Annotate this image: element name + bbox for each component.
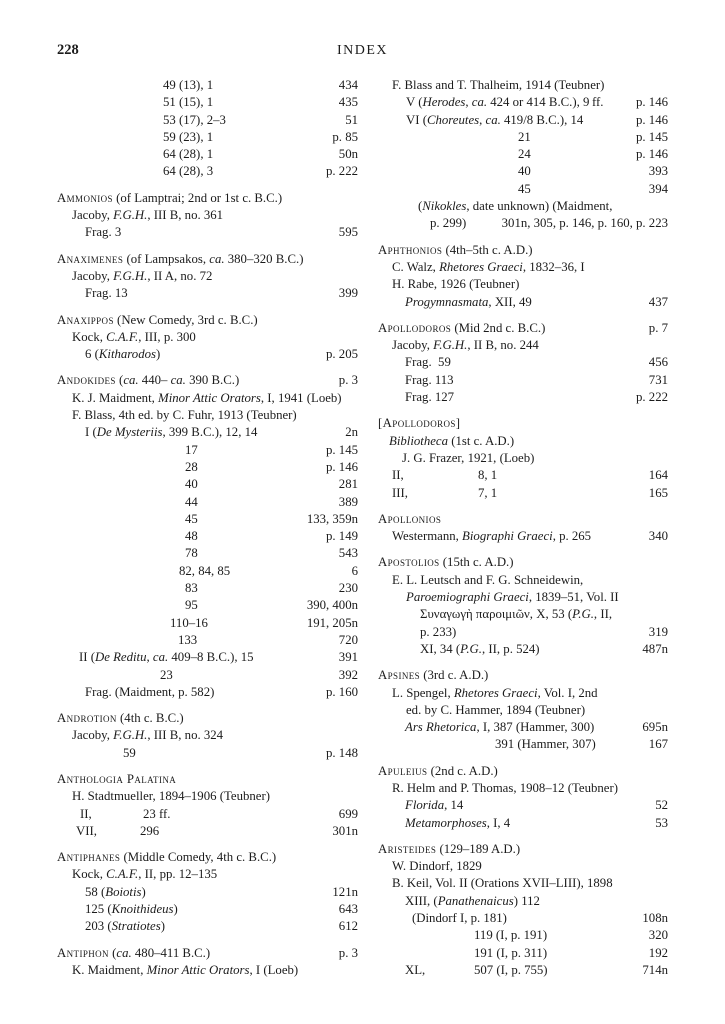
page-ref: 399: [338, 286, 358, 301]
index-line: [57, 112, 358, 129]
index-line: [57, 329, 358, 346]
index-line: [378, 962, 668, 979]
page-ref: p. 222: [636, 390, 668, 405]
entry-text: Kock, C.A.F., III, p. 300: [72, 329, 196, 344]
entry-text: Anaxippos (New Comedy, 3rd c. B.C.): [57, 312, 258, 327]
page-ref: 391: [338, 650, 358, 665]
index-column-right: [378, 77, 668, 988]
entry-text: Frag. 3: [85, 225, 122, 240]
page-ref: 50n: [338, 147, 358, 162]
index-line: [378, 215, 668, 232]
entry-text: H. Rabe, 1926 (Teubner): [392, 277, 520, 292]
page-ref: 108n: [642, 911, 668, 926]
entry-text: Bibliotheca (1st c. A.D.): [389, 433, 515, 448]
entry-text: 95: [185, 598, 198, 613]
index-line: [57, 476, 358, 493]
page-ref: 595: [338, 225, 358, 240]
index-line: [57, 346, 358, 363]
index-line: [378, 163, 668, 180]
index-section: [378, 511, 668, 546]
entry-text: ed. by C. Hammer, 1894 (Teubner): [406, 702, 586, 717]
page-ref: 230: [338, 581, 358, 596]
page-ref: 121n: [332, 884, 358, 899]
page-ref: 435: [338, 95, 358, 110]
entry-text: 48: [185, 529, 198, 544]
index-line: [378, 858, 668, 875]
index-line: [57, 667, 358, 684]
index-section: [57, 710, 358, 762]
entry-text: Apollodoros (Mid 2nd c. B.C.): [378, 320, 546, 335]
page-ref: p. 85: [332, 129, 358, 144]
page-ref: 2n: [345, 425, 358, 440]
page-ref: 165: [648, 485, 668, 500]
entry-text: 6 (Kitharodos): [85, 347, 161, 362]
index-section: [57, 849, 358, 935]
page-ref: 543: [338, 546, 358, 561]
running-header: INDEX: [336, 43, 389, 58]
entry-text: 44: [185, 494, 198, 509]
index-line: [378, 719, 668, 736]
index-line: [57, 866, 358, 883]
index-line: [378, 259, 668, 276]
page-ref: 340: [648, 529, 668, 544]
index-line: [57, 563, 358, 580]
entry-text: Paroemiographi Graeci, 1839–51, Vol. II: [406, 590, 619, 605]
index-line: [57, 727, 358, 744]
index-line: [378, 354, 668, 371]
index-line: [378, 572, 668, 589]
entry-text: VI (Choreutes, ca. 419/8 B.C.), 14: [406, 112, 584, 127]
index-section: [57, 945, 358, 980]
entry-text: K. J. Maidment, Minor Attic Orators, I, 1941 (Loeb): [72, 390, 342, 405]
page-ref: 301n, 305, p. 146, p. 160, p. 223: [501, 216, 668, 231]
page-ref: 643: [338, 902, 358, 917]
entry-text: H. Stadtmueller, 1894–1906 (Teubner): [72, 789, 270, 804]
page-ref: 320: [648, 928, 668, 943]
page-ref: p. 7: [648, 320, 668, 335]
page-ref: p. 145: [636, 129, 668, 144]
entry-text: W. Dindorf, 1829: [392, 859, 482, 874]
entry-text: (Dindorf I, p. 181): [412, 911, 507, 926]
index-line: [57, 962, 358, 979]
index-column-left: [57, 77, 358, 988]
entry-text: Jacoby, F.G.H., III B, no. 361: [72, 208, 224, 223]
entry-text: II (De Reditu, ca. 409–8 B.C.), 15: [79, 650, 254, 665]
entry-text: 64 (28), 1: [163, 147, 214, 162]
page-ref: 699: [338, 806, 358, 821]
page-ref: 695n: [642, 720, 668, 735]
entry-text: 133: [178, 632, 198, 647]
entry-text: Androtion (4th c. B.C.): [57, 711, 184, 726]
page-ref: p. 3: [338, 373, 358, 388]
page-ref: p. 205: [326, 347, 358, 362]
entry-text: C. Walz, Rhetores Graeci, 1832–36, I: [392, 259, 585, 274]
entry-text: Frag. (Maidment, p. 582): [85, 684, 215, 699]
index-line: [57, 511, 358, 528]
page-ref: 191, 205n: [306, 615, 358, 630]
page-ref: p. 146: [636, 112, 668, 127]
entry-text: K. Maidment, Minor Attic Orators, I (Loeb): [72, 962, 299, 977]
page-ref: 51: [345, 112, 358, 127]
entry-text: Antiphon (ca. 480–411 B.C.): [57, 945, 211, 960]
index-line: [378, 624, 668, 641]
entry-text: Ars Rhetorica, I, 387 (Hammer, 300): [405, 720, 595, 735]
entry-text: Frag. 59: [405, 355, 451, 370]
index-line: [57, 545, 358, 562]
entry-text: 64 (28), 3: [163, 164, 214, 179]
entry-text: I (De Mysteriis, 399 B.C.), 12, 14: [85, 425, 258, 440]
page-ref: p. 222: [326, 164, 358, 179]
index-line: [378, 945, 668, 962]
entry-text: XIII, (Panathenaicus) 112: [405, 893, 540, 908]
page-ref: 731: [648, 372, 668, 387]
entry-text: 59 (23), 1: [163, 129, 214, 144]
page-ref: 456: [648, 355, 668, 370]
page-ref: p. 146: [636, 147, 668, 162]
index-line: [378, 763, 668, 780]
page-ref: 389: [338, 494, 358, 509]
index-line: [57, 407, 358, 424]
entry-text: 17: [185, 442, 198, 457]
index-line: [57, 632, 358, 649]
entry-subref: 8, 1: [478, 468, 498, 483]
entry-text: V (Herodes, ca. 424 or 414 B.C.), 9 ff.: [406, 95, 604, 110]
index-line: [57, 745, 358, 762]
index-line: [57, 77, 358, 94]
index-line: [378, 242, 668, 259]
index-line: [57, 146, 358, 163]
index-line: [57, 806, 358, 823]
entry-text: III,: [392, 485, 408, 500]
entry-text: 53 (17), 2–3: [163, 112, 226, 127]
page-ref: 390, 400n: [306, 598, 358, 613]
index-line: [378, 511, 668, 528]
page-number: 228: [57, 42, 79, 58]
page-ref: p. 148: [326, 745, 358, 760]
index-line: [57, 442, 358, 459]
entry-text: Apsines (3rd c. A.D.): [378, 668, 489, 683]
entry-text: [Apollodoros]: [378, 416, 461, 431]
index-line: [57, 129, 358, 146]
index-line: [57, 597, 358, 614]
index-line: [378, 485, 668, 502]
entry-text: 110–16: [170, 615, 208, 630]
entry-text: Westermann, Biographi Graeci, p. 265: [392, 529, 592, 544]
index-line: [378, 589, 668, 606]
index-line: [57, 190, 358, 207]
entry-subref: 296: [140, 823, 160, 838]
entry-text: J. G. Frazer, 1921, (Loeb): [402, 450, 535, 465]
entry-text: Apostolios (15th c. A.D.): [378, 555, 514, 570]
entry-text: B. Keil, Vol. II (Orations XVII–LIII), 1898: [392, 876, 613, 891]
index-line: [378, 554, 668, 571]
page-ref: p. 160: [326, 684, 358, 699]
entry-text: Jacoby, F.G.H., III B, no. 324: [72, 728, 224, 743]
index-line: [378, 875, 668, 892]
page-ref: 281: [338, 477, 358, 492]
entry-text: 119 (I, p. 191): [474, 928, 548, 943]
entry-text: II,: [392, 468, 404, 483]
page-ref: 164: [648, 468, 668, 483]
index-line: [378, 667, 668, 684]
index-line: [57, 312, 358, 329]
index-line: [378, 841, 668, 858]
index-line: [378, 685, 668, 702]
entry-text: 78: [185, 546, 198, 561]
index-line: [57, 580, 358, 597]
index-line: [57, 918, 358, 935]
index-line: [378, 372, 668, 389]
index-section: [378, 763, 668, 832]
entry-text: 21: [518, 129, 531, 144]
index-line: [57, 424, 358, 441]
index-line: [378, 112, 668, 129]
index-line: [57, 945, 358, 962]
entry-text: 82, 84, 85: [179, 563, 231, 578]
entry-text: 23: [160, 667, 173, 682]
index-section: [57, 771, 358, 840]
index-line: [57, 285, 358, 302]
page-ref: 301n: [332, 823, 358, 838]
page-ref: 612: [338, 919, 358, 934]
index-section: [378, 554, 668, 658]
entry-text: L. Spengel, Rhetores Graeci, Vol. I, 2nd: [392, 685, 598, 700]
index-line: [57, 494, 358, 511]
entry-text: Aphthonios (4th–5th c. A.D.): [378, 242, 533, 257]
entry-text: XI, 34 (P.G., II, p. 524): [420, 641, 540, 656]
entry-text: p. 233): [420, 624, 457, 639]
entry-subref: 7, 1: [478, 485, 498, 500]
page-ref: 52: [655, 798, 668, 813]
index-line: [57, 163, 358, 180]
entry-text: Anaximenes (of Lampsakos, ca. 380–320 B.C.): [57, 251, 304, 266]
entry-text: Florida, 14: [405, 798, 464, 813]
page-ref: p. 145: [326, 442, 358, 457]
page-header-row: [0, 42, 725, 62]
index-line: [57, 823, 358, 840]
index-line: [378, 780, 668, 797]
index-line: [378, 389, 668, 406]
index-line: [57, 390, 358, 407]
index-section: [57, 190, 358, 242]
index-line: [378, 94, 668, 111]
page-ref: p. 149: [326, 529, 358, 544]
page-ref: 720: [338, 632, 358, 647]
index-line: [378, 276, 668, 293]
index-section: [378, 320, 668, 406]
entry-text: VII,: [76, 823, 97, 838]
index-line: [57, 649, 358, 666]
index-line: [378, 146, 668, 163]
index-line: [378, 433, 668, 450]
index-line: [57, 372, 358, 389]
index-line: [57, 224, 358, 241]
page-ref: 319: [648, 624, 668, 639]
entry-text: 59: [123, 745, 136, 760]
entry-text: 45: [518, 181, 531, 196]
entry-text: 203 (Stratiotes): [85, 919, 165, 934]
index-section: [57, 312, 358, 364]
entry-text: 24: [518, 147, 531, 162]
entry-text: Jacoby, F.G.H., II B, no. 244: [392, 338, 539, 353]
index-line: [57, 849, 358, 866]
entry-text: Ammonios (of Lamptrai; 2nd or 1st c. B.C.): [57, 190, 283, 205]
index-line: [378, 294, 668, 311]
index-line: [378, 641, 668, 658]
entry-text: Aristeides (129–189 A.D.): [378, 841, 521, 856]
entry-text: p. 299): [430, 216, 467, 231]
index-line: [57, 788, 358, 805]
entry-text: 51 (15), 1: [163, 95, 214, 110]
entry-text: 83: [185, 581, 198, 596]
index-line: [378, 797, 668, 814]
entry-text: 40: [185, 477, 198, 492]
index-line: [378, 702, 668, 719]
page-ref: 53: [655, 815, 668, 830]
index-line: [57, 615, 358, 632]
index-section: [57, 77, 358, 181]
page-ref: 714n: [642, 962, 668, 977]
entry-text: 40: [518, 164, 531, 179]
entry-text: 191 (I, p. 311): [474, 945, 548, 960]
index-line: [57, 884, 358, 901]
page-ref: p. 146: [326, 459, 358, 474]
entry-text: Progymnasmata, XII, 49: [405, 294, 532, 309]
index-line: [378, 927, 668, 944]
index-section: [378, 415, 668, 501]
entry-text: 391 (Hammer, 307): [495, 737, 596, 752]
entry-text: Frag. 127: [405, 390, 455, 405]
index-line: [378, 467, 668, 484]
entry-text: E. L. Leutsch and F. G. Schneidewin,: [392, 572, 584, 587]
index-line: [378, 893, 668, 910]
entry-text: R. Helm and P. Thomas, 1908–12 (Teubner): [392, 780, 618, 795]
index-line: [378, 415, 668, 432]
index-line: [57, 94, 358, 111]
entry-text: Apuleius (2nd c. A.D.): [378, 763, 498, 778]
page-ref: 133, 359n: [306, 511, 358, 526]
entry-text: F. Blass, 4th ed. by C. Fuhr, 1913 (Teubner): [72, 408, 297, 423]
entry-text: Frag. 113: [405, 372, 454, 387]
entry-text: 125 (Knoithideus): [85, 902, 178, 917]
entry-text: II,: [80, 806, 92, 821]
page-ref: 437: [648, 294, 668, 309]
index-line: [378, 320, 668, 337]
index-line: [378, 815, 668, 832]
index-line: [57, 528, 358, 545]
page-ref: 6: [351, 563, 358, 578]
page-ref: 392: [338, 667, 358, 682]
entry-text: Apollonios: [378, 511, 442, 526]
index-section: [378, 667, 668, 753]
index-line: [378, 77, 668, 94]
entry-text: Frag. 13: [85, 286, 128, 301]
index-section: [57, 251, 358, 303]
index-line: [378, 910, 668, 927]
entry-text: (Nikokles, date unknown) (Maidment,: [418, 199, 613, 214]
entry-subref: 507 (I, p. 755): [474, 962, 548, 977]
index-line: [378, 198, 668, 215]
index-line: [57, 459, 358, 476]
entry-text: Metamorphoses, I, 4: [405, 815, 511, 830]
page-ref: p. 3: [338, 945, 358, 960]
page-ref: 192: [648, 945, 668, 960]
entry-text: F. Blass and T. Thalheim, 1914 (Teubner): [392, 78, 605, 92]
index-section: [57, 372, 358, 701]
page-ref: 434: [338, 78, 358, 92]
index-line: [378, 129, 668, 146]
entry-text: 28: [185, 459, 198, 474]
index-line: [378, 450, 668, 467]
page-ref: p. 146: [636, 95, 668, 110]
index-line: [57, 268, 358, 285]
index-line: [57, 684, 358, 701]
entry-text: 49 (13), 1: [163, 78, 214, 92]
index-section: [378, 77, 668, 233]
entry-text: Antiphanes (Middle Comedy, 4th c. B.C.): [57, 850, 277, 865]
entry-text: Kock, C.A.F., II, pp. 12–135: [72, 867, 218, 882]
index-section: [378, 841, 668, 979]
index-line: [57, 710, 358, 727]
entry-text: XL,: [405, 962, 426, 977]
page-ref: 394: [648, 181, 668, 196]
index-line: [57, 207, 358, 224]
entry-text: 45: [185, 511, 198, 526]
index-line: [378, 337, 668, 354]
page-ref: 393: [648, 164, 668, 179]
page-ref: 487n: [642, 641, 668, 656]
index-line: [57, 251, 358, 268]
entry-text: Anthologia Palatina: [57, 771, 177, 786]
entry-text: Andokides (ca. 440– ca. 390 B.C.): [57, 373, 240, 388]
index-line: [57, 901, 358, 918]
page-ref: 167: [648, 737, 668, 752]
entry-subref: 23 ff.: [143, 806, 171, 821]
entry-text: Συναγωγὴ παροιμιῶν, X, 53 (P.G., II,: [420, 607, 613, 622]
index-line: [57, 771, 358, 788]
entry-text: 58 (Boiotis): [85, 884, 146, 899]
index-line: [378, 606, 668, 623]
index-line: [378, 181, 668, 198]
index-line: [378, 736, 668, 753]
entry-text: Jacoby, F.G.H., II A, no. 72: [72, 268, 213, 283]
index-line: [378, 528, 668, 545]
index-section: [378, 242, 668, 311]
